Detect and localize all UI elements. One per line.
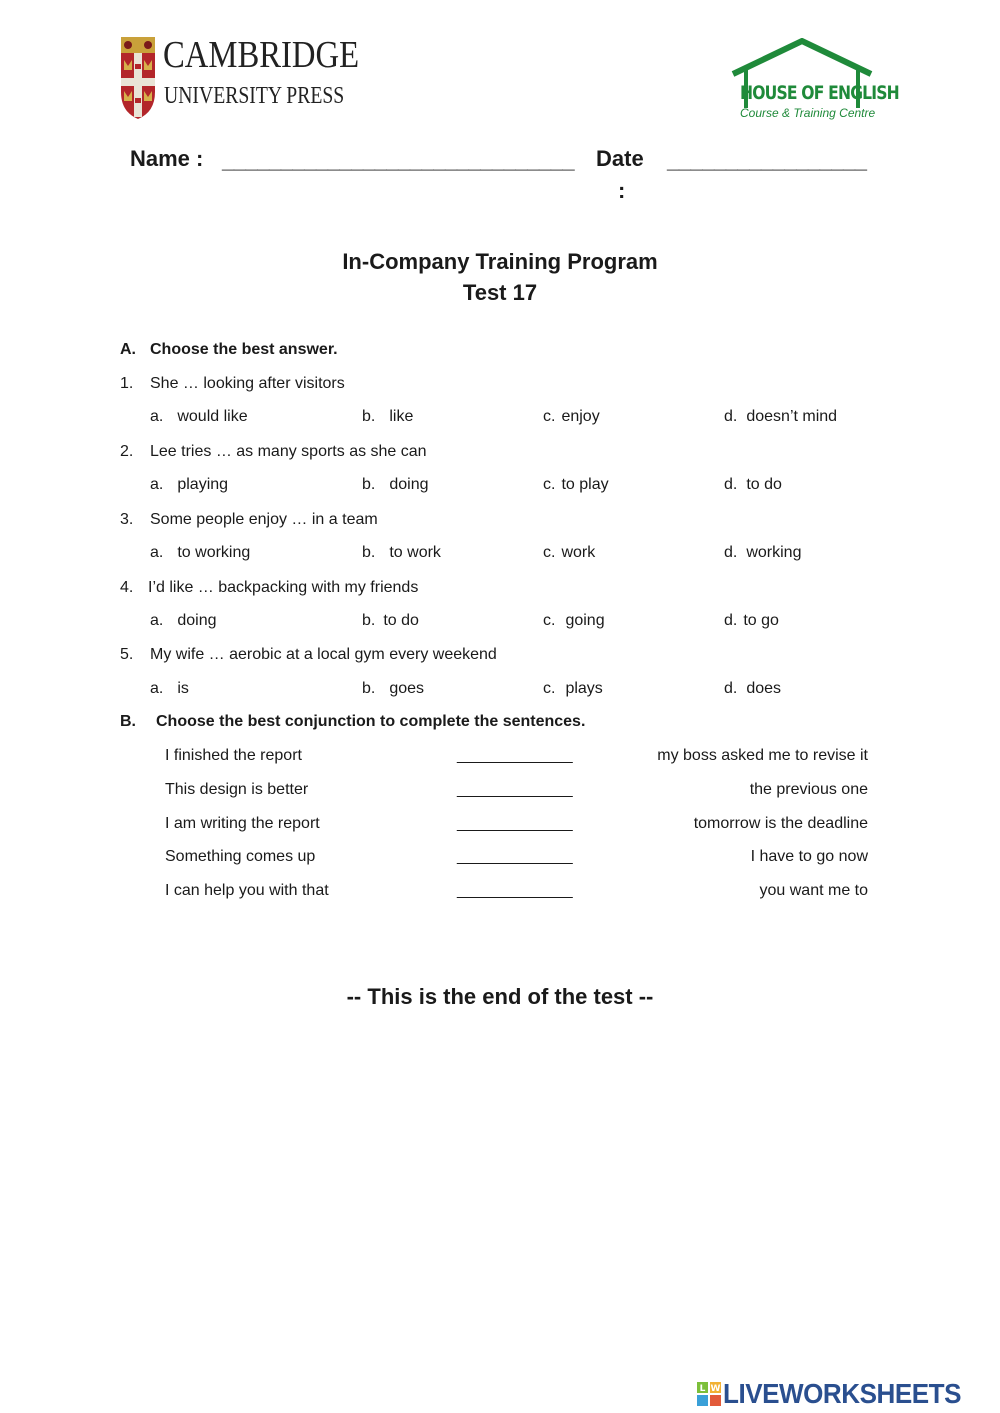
option-letter: a. [150, 544, 164, 561]
option-text: to do [746, 476, 782, 493]
question-number: 5. [120, 646, 134, 663]
option-text: to working [177, 544, 251, 561]
option-d[interactable] [724, 681, 781, 697]
option-text: going [565, 612, 605, 629]
option-text: like [389, 408, 414, 425]
option-text: does [746, 680, 782, 697]
option-a[interactable] [150, 613, 217, 629]
option-a[interactable] [150, 477, 228, 493]
conjunction-blank[interactable]: _____________ [457, 848, 573, 865]
option-letter: b. [362, 680, 376, 697]
sentence-left: I am writing the report [165, 815, 320, 832]
option-text: playing [177, 476, 229, 493]
option-letter: c. [543, 408, 556, 425]
question-text: Lee tries … as many sports as she can [150, 443, 427, 460]
option-text: to work [389, 544, 441, 561]
option-text: working [746, 544, 802, 561]
question-number: 1. [120, 375, 134, 392]
option-letter: b. [362, 408, 376, 425]
question-text: Some people enjoy … in a team [150, 511, 378, 528]
option-letter: a. [150, 476, 164, 493]
section-b-heading: Choose the best conjunction to complete the sentences. [156, 713, 586, 730]
option-a[interactable] [150, 545, 250, 561]
option-letter: d. [724, 612, 738, 629]
option-text: to go [743, 612, 779, 629]
option-text: to play [561, 476, 609, 493]
option-text: would like [177, 408, 248, 425]
question-text: I’d like … backpacking with my friends [148, 579, 419, 596]
date-label: Date [596, 146, 644, 171]
sentence-left: This design is better [165, 781, 309, 798]
section-b-letter: B. [120, 713, 136, 730]
section-a-heading: Choose the best answer. [150, 341, 338, 358]
option-letter: a. [150, 680, 164, 697]
option-d[interactable] [724, 409, 837, 425]
sentence-right: you want me to [759, 882, 868, 899]
option-letter: c. [543, 476, 556, 493]
sentence-right: I have to go now [750, 848, 868, 865]
cambridge-shield-icon [120, 36, 156, 120]
option-b[interactable] [362, 477, 429, 493]
option-c[interactable] [543, 545, 595, 561]
option-letter: d. [724, 680, 738, 697]
sentence-left: I finished the report [165, 747, 302, 764]
option-letter: b. [362, 612, 376, 629]
cambridge-logo-line2: UNIVERSITY PRESS [164, 83, 345, 109]
option-b[interactable] [362, 613, 419, 629]
question-number: 3. [120, 511, 134, 528]
option-c[interactable] [543, 409, 600, 425]
sentence-right: the previous one [749, 781, 868, 798]
option-text: is [177, 680, 189, 697]
liveworksheets-badge-icon [697, 1382, 721, 1406]
page-title: In-Company Training Program [342, 249, 658, 274]
question-number: 4. [120, 579, 134, 596]
option-a[interactable] [150, 409, 248, 425]
date-field[interactable]: _________________ [667, 148, 867, 173]
option-letter: d. [724, 408, 738, 425]
option-d[interactable] [724, 477, 782, 493]
end-of-test-text: -- This is the end of the test -- [346, 984, 654, 1009]
option-c[interactable] [543, 613, 605, 629]
question-text: She … looking after visitors [150, 375, 345, 392]
conjunction-blank[interactable]: _____________ [457, 882, 573, 899]
option-b[interactable] [362, 681, 424, 697]
option-c[interactable] [543, 681, 603, 697]
sentence-right: my boss asked me to revise it [657, 747, 868, 764]
option-d[interactable] [724, 613, 779, 629]
section-a-letter: A. [120, 341, 136, 358]
house-of-english-title: HOUSE OF ENGLISH [740, 82, 899, 104]
svg-text:W: W [710, 1384, 721, 1394]
question-text: My wife … aerobic at a local gym every weekend [150, 646, 497, 663]
option-b[interactable] [362, 409, 413, 425]
option-letter: b. [362, 476, 376, 493]
conjunction-blank[interactable]: _____________ [457, 781, 573, 798]
option-letter: a. [150, 612, 164, 629]
option-letter: b. [362, 544, 376, 561]
option-text: work [561, 544, 596, 561]
sentence-left: Something comes up [165, 848, 316, 865]
option-a[interactable] [150, 681, 189, 697]
name-label: Name : [130, 146, 204, 171]
option-text: enjoy [561, 408, 600, 425]
question-number: 2. [120, 443, 134, 460]
option-text: doing [177, 612, 217, 629]
option-text: goes [389, 680, 425, 697]
conjunction-blank[interactable]: _____________ [457, 747, 573, 764]
house-of-english-subtitle: Course & Training Centre [740, 106, 876, 120]
option-text: to do [383, 612, 419, 629]
option-letter: d. [724, 476, 738, 493]
option-letter: a. [150, 408, 164, 425]
option-letter: d. [724, 544, 738, 561]
option-letter: c. [543, 544, 556, 561]
liveworksheets-brand: LIVEWORKSHEETS [723, 1378, 962, 1409]
svg-text:L: L [699, 1384, 706, 1394]
cambridge-logo-line1: CAMBRIDGE [163, 34, 360, 76]
option-text: doing [389, 476, 429, 493]
option-letter: c. [543, 612, 556, 629]
date-colon: : [618, 178, 626, 203]
option-text: plays [565, 680, 603, 697]
option-b[interactable] [362, 545, 441, 561]
conjunction-blank[interactable]: _____________ [457, 815, 573, 832]
option-d[interactable] [724, 545, 801, 561]
sentence-right: tomorrow is the deadline [693, 815, 868, 832]
name-field[interactable]: ______________________________ [222, 148, 575, 173]
test-number: Test 17 [462, 280, 538, 305]
option-text: doesn’t mind [746, 408, 838, 425]
option-letter: c. [543, 680, 556, 697]
option-c[interactable] [543, 477, 609, 493]
sentence-left: I can help you with that [165, 882, 329, 899]
